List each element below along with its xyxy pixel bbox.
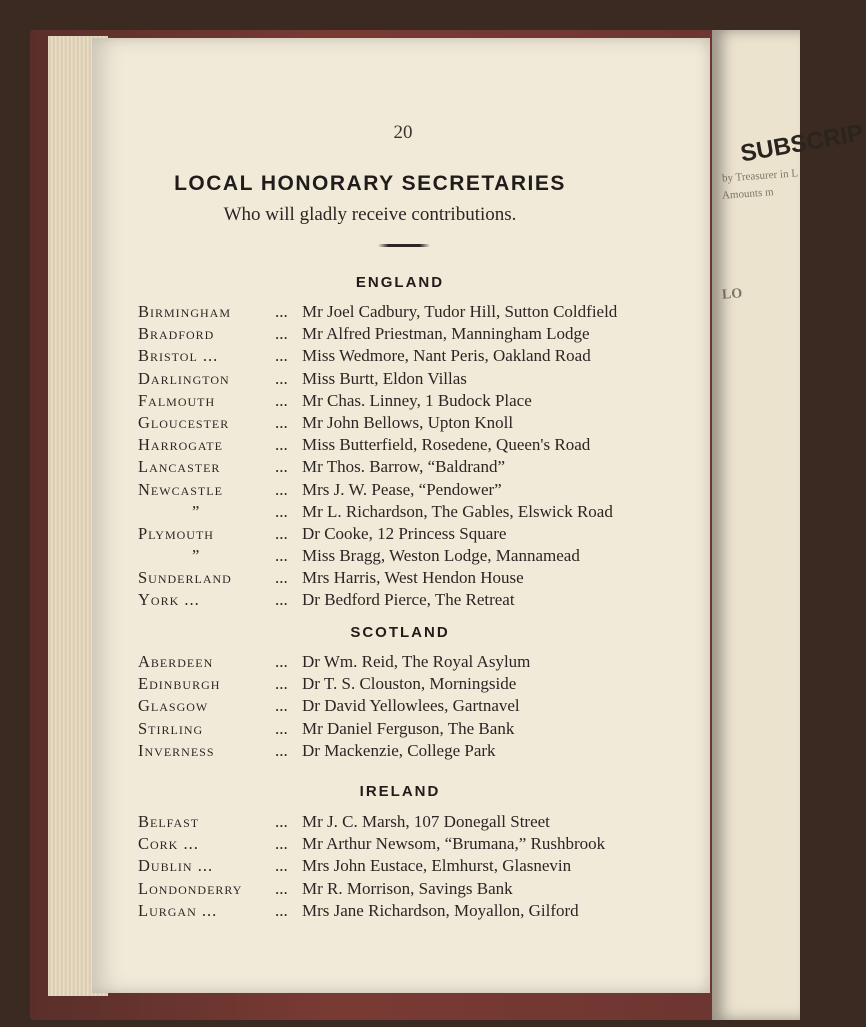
place-name: Bradford [138,324,215,344]
secretary: Dr David Yellowlees, Gartnavel [302,696,520,716]
secretary: Mr L. Richardson, The Gables, Elswick Road [302,501,613,521]
secretary: Mr Alfred Priestman, Manningham Lodge [302,324,590,344]
list-item [138,695,698,717]
list-item [138,323,698,345]
leader-dots: ... [275,346,288,366]
page-subtitle: Who will gladly receive contributions. [223,204,517,225]
ornamental-rule [378,244,430,247]
list-item [138,567,698,589]
list-item [138,456,698,478]
leader-dots: ... [275,412,288,432]
secretary: Mr John Bellows, Upton Knoll [302,412,514,432]
place-name: Falmouth [138,390,216,410]
secretary: Mr Joel Cadbury, Tudor Hill, Sutton Coldfield [302,302,618,321]
secretary: Mr Chas. Linney, 1 Budock Place [302,390,532,410]
secretary: Dr Cooke, 12 Princess Square [302,523,507,543]
page-title: LOCAL HONORARY SECRETARIES [174,172,566,195]
list-item [138,345,698,367]
list-item [138,900,698,922]
ireland-list [138,811,698,922]
secretary: Mr R. Morrison, Savings Bank [302,878,513,898]
place-name: Sunderland [138,568,232,588]
place-name: Cork ... [138,834,199,854]
scotland-list [138,651,698,762]
list-item [138,878,698,900]
place-name: Lancaster [138,457,221,477]
place-name: Lurgan ... [138,900,218,920]
secretary: Dr Bedford Pierce, The Retreat [302,590,515,610]
secretary: Mrs John Eustace, Elmhurst, Glasnevin [302,856,572,876]
list-item [138,412,698,434]
leader-dots: ... [275,674,288,694]
list-item [138,479,698,501]
place-name: Belfast [138,812,200,831]
secretary: Miss Wedmore, Nant Peris, Oakland Road [302,346,591,366]
place-name: Newcastle [138,479,223,499]
section-heading-england: ENGLAND [355,274,445,291]
place-name: Edinburgh [138,674,221,694]
leader-dots: ... [275,324,288,344]
leader-dots: ... [275,390,288,410]
list-item [138,301,698,323]
list-item [138,855,698,877]
list-item [138,501,698,523]
secretary: Dr Mackenzie, College Park [302,740,496,760]
leader-dots: ... [275,302,288,321]
leader-dots: ... [275,457,288,477]
place-name: Darlington [138,368,230,388]
secretary: Mr Thos. Barrow, “Baldrand” [302,457,506,477]
leader-dots: ... [275,652,288,671]
list-item [138,523,698,545]
place-name: York ... [138,590,200,610]
secretary: Mr J. C. Marsh, 107 Donegall Street [302,812,550,831]
secretary: Mrs Harris, West Hendon House [302,568,524,588]
leader-dots: ... [275,812,288,831]
list-item [138,740,698,762]
leader-dots: ... [275,479,288,499]
list-item [138,368,698,390]
list-item [138,811,698,833]
place-name: Birmingham [138,302,232,321]
secretary: Mr Daniel Ferguson, The Bank [302,718,515,738]
leader-dots: ... [275,368,288,388]
section-heading-ireland: IRELAND [359,783,441,800]
facing-page-header: SUBSCRIP [738,119,866,168]
leader-dots: ... [275,523,288,543]
secretary: Miss Bragg, Weston Lodge, Mannamead [302,546,580,566]
secretary: Dr Wm. Reid, The Royal Asylum [302,652,531,671]
leader-dots: ... [275,501,288,521]
leader-dots: ... [275,718,288,738]
list-item [138,589,698,611]
place-name: Glasgow [138,696,209,716]
secretary: Mrs Jane Richardson, Moyallon, Gilford [302,900,579,920]
list-item [138,390,698,412]
place-name: Londonderry [138,878,243,898]
place-name: Inverness [138,740,215,760]
list-item [138,545,698,567]
place-name: Aberdeen [138,652,214,671]
secretary: Dr T. S. Clouston, Morningside [302,674,517,694]
place-name: Stirling [138,718,204,738]
leader-dots: ... [275,834,288,854]
page-number: 20 [393,122,413,143]
leader-dots: ... [275,546,288,566]
facing-page-line: by Treasurer in L [721,167,799,185]
list-item [138,718,698,740]
list-item [138,434,698,456]
facing-page [712,30,866,1020]
leader-dots: ... [275,696,288,716]
place-name: Bristol ... [138,346,219,366]
secretary: Miss Butterfield, Rosedene, Queen's Road [302,435,591,455]
secretary: Mrs J. W. Pease, “Pendower” [302,479,502,499]
place-name: Harrogate [138,435,223,455]
leader-dots: ... [275,435,288,455]
england-list [138,301,698,612]
place-name: Gloucester [138,412,230,432]
secretary: Mr Arthur Newsom, “Brumana,” Rushbrook [302,834,606,854]
facing-page-line: Amounts m [721,186,774,202]
leader-dots: ... [275,856,288,876]
leader-dots: ... [275,900,288,920]
ditto-mark: ” [192,501,201,521]
leader-dots: ... [275,740,288,760]
place-name: Dublin ... [138,856,214,876]
place-name: Plymouth [138,523,214,543]
list-item [138,673,698,695]
section-heading-scotland: SCOTLAND [350,624,450,641]
list-item [138,651,698,673]
leader-dots: ... [275,568,288,588]
ditto-mark: ” [192,546,201,566]
leader-dots: ... [275,878,288,898]
leader-dots: ... [275,590,288,610]
secretary: Miss Burtt, Eldon Villas [302,368,467,388]
list-item [138,833,698,855]
facing-page-heading: LO [721,286,743,303]
